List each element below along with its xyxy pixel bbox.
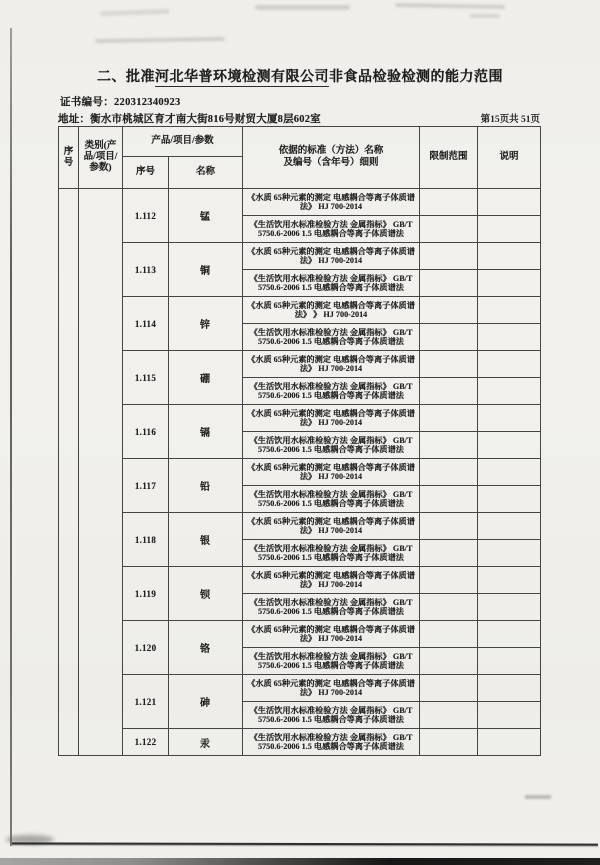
header-product-seq: 序号 [123, 157, 169, 189]
standard-cell: 《水质 65种元素的测定 电感耦合等离子体质谱法》 HJ 700-2014 [243, 243, 420, 270]
table-row [59, 729, 541, 756]
body-seq-column-cell [59, 189, 79, 756]
table-row [59, 189, 541, 216]
limits-cell [420, 486, 478, 513]
table-row [59, 459, 541, 486]
scan-bleedthrough-mark [100, 9, 170, 16]
address-row [58, 111, 540, 126]
table-row [59, 297, 541, 324]
limits-cell [420, 648, 478, 675]
limits-cell [420, 216, 478, 243]
address-label: 地址： [58, 114, 91, 125]
header-notes: 说明 [478, 127, 541, 189]
header-product-name: 名称 [169, 157, 243, 189]
scan-bleedthrough-mark [470, 14, 500, 18]
address-line [58, 111, 321, 126]
header-row-1 [59, 127, 541, 157]
item-number-cell: 1.119 [123, 567, 169, 621]
title-prefix: 二、批准 [97, 70, 155, 85]
scan-bleedthrough-mark [395, 3, 505, 9]
notes-cell [478, 540, 541, 567]
item-name-cell: 铅 [169, 459, 243, 513]
limits-cell [420, 243, 478, 270]
standard-cell: 《水质 65种元素的测定 电感耦合等离子体质谱法》 HJ 700-2014 [243, 189, 420, 216]
scan-left-edge-line [10, 28, 12, 846]
notes-cell [478, 621, 541, 648]
certificate-number-label: 证书编号： [60, 97, 114, 108]
notes-cell [478, 648, 541, 675]
certificate-number-value: 220312340923 [114, 97, 181, 108]
notes-cell [478, 459, 541, 486]
item-number-cell: 1.115 [123, 351, 169, 405]
standard-cell: 《生活饮用水标准检验方法 金属指标》 GB/T 5750.6-2006 1.5 电感耦合等离子体质谱法 [243, 486, 420, 513]
header-limits: 限制范围 [420, 127, 478, 189]
limits-cell [420, 432, 478, 459]
notes-cell [478, 675, 541, 702]
standard-cell: 《水质 65种元素的测定 电感耦合等离子体质谱法》 HJ 700-2014 [243, 675, 420, 702]
limits-cell [420, 513, 478, 540]
item-number-cell: 1.112 [123, 189, 169, 243]
standard-cell: 《生活饮用水标准检验方法 金属指标》 GB/T 5750.6-2006 1.5 电感耦合等离子体质谱法 [243, 324, 420, 351]
limits-cell [420, 702, 478, 729]
limits-cell [420, 270, 478, 297]
table-row [59, 513, 541, 540]
scan-bottom-page-edge [0, 858, 600, 865]
item-number-cell: 1.116 [123, 405, 169, 459]
standard-cell: 《水质 65种元素的测定 电感耦合等离子体质谱法》 》 HJ 700-2014 [243, 297, 420, 324]
header-seq: 序号 [59, 127, 79, 189]
item-name-cell: 锰 [169, 189, 243, 243]
table-row [59, 351, 541, 378]
table-row [59, 567, 541, 594]
capability-scope-table [58, 126, 541, 756]
scan-smudge [6, 835, 54, 844]
item-name-cell: 铬 [169, 621, 243, 675]
item-name-cell: 锌 [169, 297, 243, 351]
table-row [59, 621, 541, 648]
item-number-cell: 1.113 [123, 243, 169, 297]
limits-cell [420, 378, 478, 405]
notes-cell [478, 216, 541, 243]
notes-cell [478, 243, 541, 270]
page-title [0, 66, 600, 86]
item-name-cell: 砷 [169, 675, 243, 729]
header-category: 类别(产品/项目/参数) [79, 127, 123, 189]
standard-cell: 《水质 65种元素的测定 电感耦合等离子体质谱法》 HJ 700-2014 [243, 405, 420, 432]
limits-cell [420, 621, 478, 648]
table-row [59, 675, 541, 702]
standard-cell: 《水质 65种元素的测定 电感耦合等离子体质谱法》 HJ 700-2014 [243, 621, 420, 648]
item-name-cell: 钡 [169, 567, 243, 621]
standard-cell: 《生活饮用水标准检验方法 金属指标》 GB/T 5750.6-2006 1.5 电感耦合等离子体质谱法 [243, 432, 420, 459]
notes-cell [478, 351, 541, 378]
header-standard-line2: 及编号（含年号）细则 [283, 157, 379, 168]
page-indicator: 第15页共 51页 [480, 115, 540, 125]
scan-bottom-edge-line [12, 842, 598, 845]
notes-cell [478, 270, 541, 297]
header-standard [243, 127, 420, 189]
notes-cell [478, 486, 541, 513]
standard-cell: 《水质 65种元素的测定 电感耦合等离子体质谱法》 HJ 700-2014 [243, 513, 420, 540]
address-value: 衡水市桃城区育才南大街816号财贸大厦8层602室 [90, 114, 321, 125]
standard-cell: 《水质 65种元素的测定 电感耦合等离子体质谱法》 HJ 700-2014 [243, 351, 420, 378]
header-standard-line1: 依据的标准（方法）名称 [278, 146, 384, 156]
scan-smudge [525, 795, 551, 799]
notes-cell [478, 189, 541, 216]
company-name-underlined: 河北华普环境检测有限公司 [155, 70, 329, 85]
standard-cell: 《生活饮用水标准检验方法 金属指标》 GB/T 5750.6-2006 1.5 电感耦合等离子体质谱法 [243, 540, 420, 567]
standard-cell: 《生活饮用水标准检验方法 金属指标》 GB/T 5750.6-2006 1.5 电感耦合等离子体质谱法 [243, 270, 420, 297]
notes-cell [478, 729, 541, 756]
header-product-group: 产品/项目/参数 [123, 127, 243, 157]
title-suffix: 非食品检验检测的能力范围 [329, 70, 503, 85]
notes-cell [478, 432, 541, 459]
body-category-column-cell [79, 189, 123, 756]
notes-cell [478, 324, 541, 351]
limits-cell [420, 405, 478, 432]
item-number-cell: 1.120 [123, 621, 169, 675]
item-number-cell: 1.118 [123, 513, 169, 567]
item-name-cell: 汞 [169, 729, 243, 756]
standard-cell: 《水质 65种元素的测定 电感耦合等离子体质谱法》 HJ 700-2014 [243, 459, 420, 486]
item-name-cell: 镉 [169, 405, 243, 459]
limits-cell [420, 567, 478, 594]
standard-cell: 《生活饮用水标准检验方法 金属指标》 GB/T 5750.6-2006 1.5 电感耦合等离子体质谱法 [243, 648, 420, 675]
standard-cell: 《水质 65种元素的测定 电感耦合等离子体质谱法》 HJ 700-2014 [243, 567, 420, 594]
limits-cell [420, 351, 478, 378]
limits-cell [420, 324, 478, 351]
item-number-cell: 1.114 [123, 297, 169, 351]
limits-cell [420, 594, 478, 621]
notes-cell [478, 567, 541, 594]
standard-cell: 《生活饮用水标准检验方法 金属指标》 GB/T 5750.6-2006 1.5 电感耦合等离子体质谱法 [243, 378, 420, 405]
notes-cell [478, 702, 541, 729]
scan-bleedthrough-mark [95, 37, 225, 43]
item-number-cell: 1.117 [123, 459, 169, 513]
limits-cell [420, 459, 478, 486]
item-name-cell: 铜 [169, 243, 243, 297]
certificate-number-line [60, 94, 181, 109]
scan-bleedthrough-mark [255, 5, 350, 10]
item-number-cell: 1.121 [123, 675, 169, 729]
standard-cell: 《生活饮用水标准检验方法 金属指标》 GB/T 5750.6-2006 1.5 电感耦合等离子体质谱法 [243, 729, 420, 756]
notes-cell [478, 297, 541, 324]
notes-cell [478, 594, 541, 621]
limits-cell [420, 540, 478, 567]
notes-cell [478, 405, 541, 432]
limits-cell [420, 729, 478, 756]
table-row [59, 243, 541, 270]
item-name-cell: 银 [169, 513, 243, 567]
item-name-cell: 硼 [169, 351, 243, 405]
table-row [59, 405, 541, 432]
notes-cell [478, 513, 541, 540]
limits-cell [420, 297, 478, 324]
notes-cell [478, 378, 541, 405]
standard-cell: 《生活饮用水标准检验方法 金属指标》 GB/T 5750.6-2006 1.5 电感耦合等离子体质谱法 [243, 702, 420, 729]
standard-cell: 《生活饮用水标准检验方法 金属指标》 GB/T 5750.6-2006 1.5 电感耦合等离子体质谱法 [243, 594, 420, 621]
standard-cell: 《生活饮用水标准检验方法 金属指标》 GB/T 5750.6-2006 1.5 电感耦合等离子体质谱法 [243, 216, 420, 243]
item-number-cell: 1.122 [123, 729, 169, 756]
limits-cell [420, 675, 478, 702]
limits-cell [420, 189, 478, 216]
